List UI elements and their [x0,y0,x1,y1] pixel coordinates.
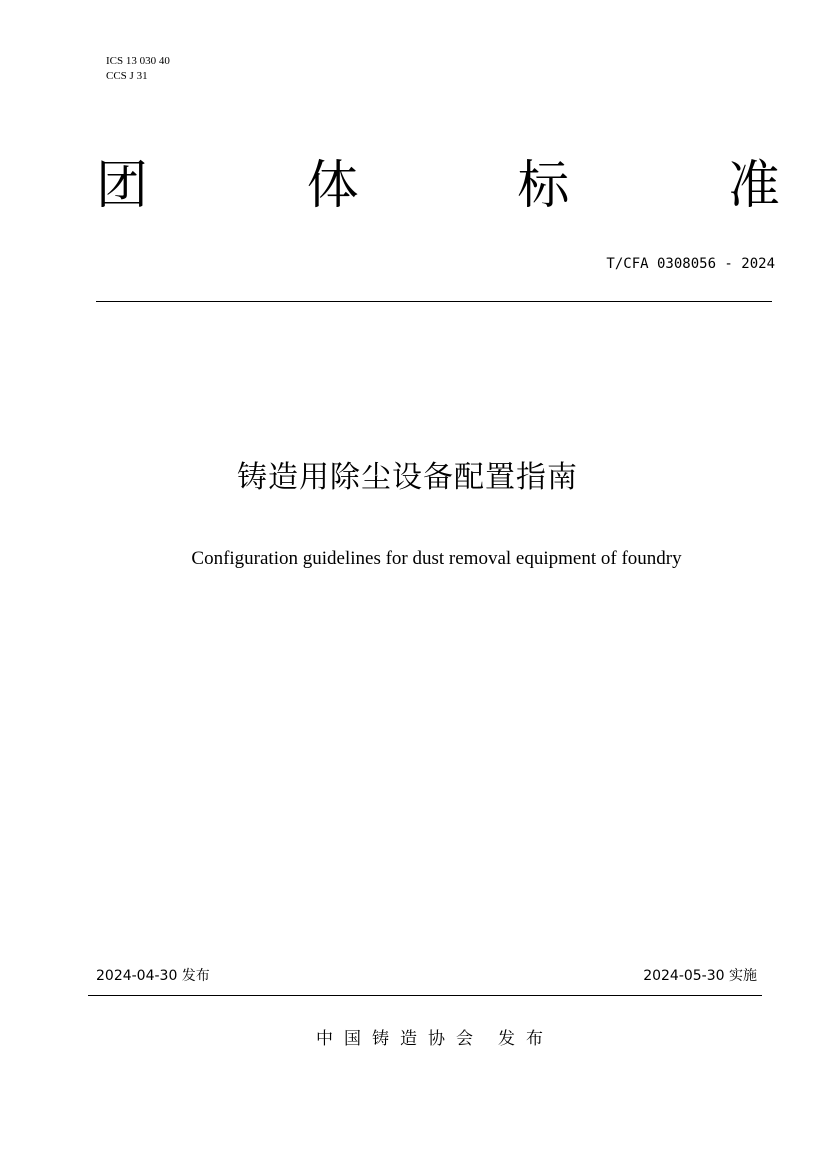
publisher-line [0,1027,815,1051]
title-chinese: 铸造用除尘设备配置指南 [237,460,578,495]
publisher-organization: 中国铸造协会 [316,1029,484,1049]
document-type-heading [96,150,780,222]
footer-divider [88,995,762,996]
doc-type-char-2: 体 [306,156,359,216]
ccs-code: CCS J 31 [106,70,148,82]
implementation-date: 2024-05-30 实施 [643,968,757,984]
classification-codes [106,54,170,84]
doc-type-char-3: 标 [517,156,570,216]
doc-type-char-1: 团 [96,156,149,216]
issue-date: 2024-04-30 发布 [96,968,210,984]
title-english: Configuration guidelines for dust removal equipment of foundry [191,548,682,569]
standard-number: T/CFA 0308056 - 2024 [606,256,775,272]
ics-code: ICS 13 030 40 [106,55,170,67]
publisher-action: 发布 [498,1029,554,1049]
doc-type-char-4: 准 [727,156,780,216]
header-divider [96,301,772,302]
